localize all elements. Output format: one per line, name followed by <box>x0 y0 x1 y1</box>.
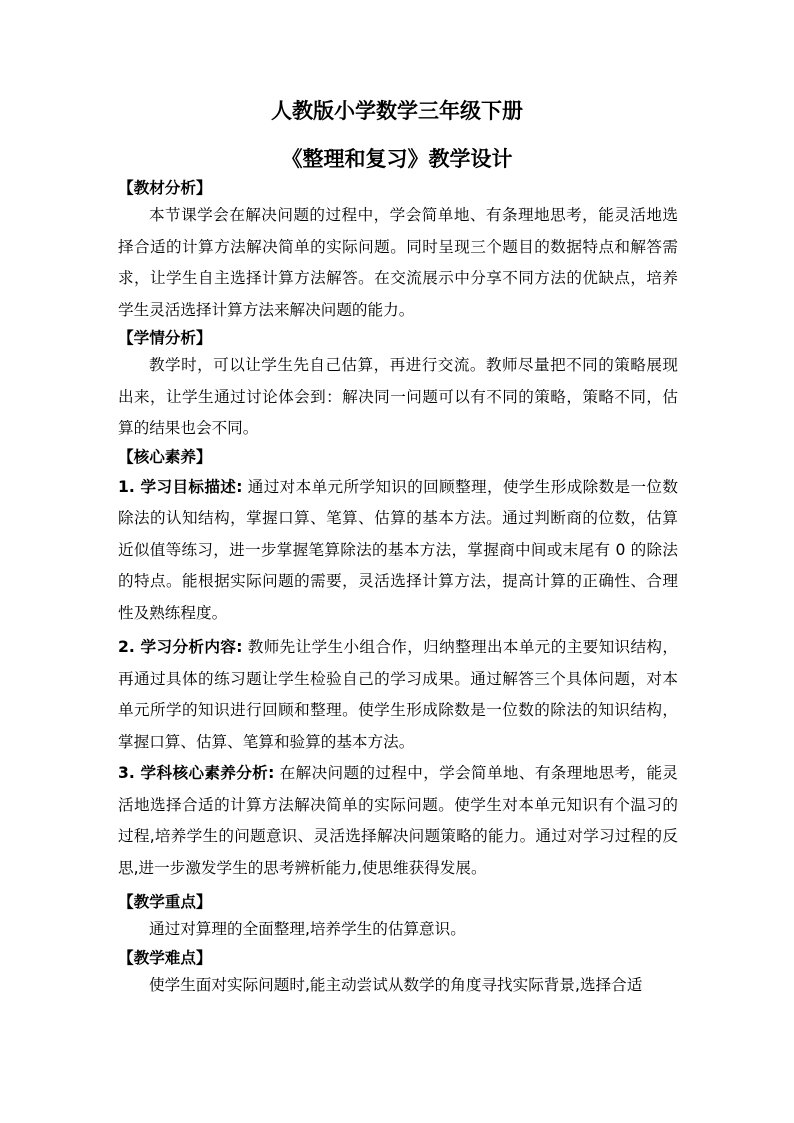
section-heading: 【教学难点】 <box>118 948 212 967</box>
item-lead: 3. 学科核心素养分析: <box>118 764 275 782</box>
section-core-literacy <box>118 445 678 885</box>
core-literacy-item-3 <box>118 758 678 884</box>
document-subtitle: 《整理和复习》教学设计 <box>281 147 513 171</box>
document-title: 人教版小学数学三年级下册 <box>271 99 523 123</box>
item-lead: 2. 学习分析内容: <box>118 638 243 656</box>
section-heading: 【学情分析】 <box>118 329 212 347</box>
section-difficulties <box>118 946 678 1002</box>
item-lead: 1. 学习目标描述: <box>118 477 243 496</box>
section-paragraph: 使学生面对实际问题时,能主动尝试从数学的角度寻找实际背景,选择合适 <box>149 975 643 994</box>
core-literacy-item-2 <box>118 632 678 758</box>
document-body <box>118 176 678 1001</box>
section-textbook-analysis <box>118 176 678 326</box>
section-paragraph: 本节课学会在解决问题的过程中，学会简单地、有条理地思考，能灵活地选择合适的计算方法解决简单的实际问题。同时呈现三个题目的数据特点和解答需求，让学生自主选择计算方法解答。在交流展示中分享不同方法的优缺点，培养学生灵活选择计算方法来解决问题的能力。 <box>118 206 678 319</box>
core-literacy-item-1 <box>118 472 678 630</box>
item-text: 在解决问题的过程中，学会简单地、有条理地思考，能灵活地选择合适的计算方法解决简单的实际问题。使学生对本单元知识有个温习的过程,培养学生的问题意识、灵活选择解决问题策略的能力。通过对学习过程的反思,进一步激发学生的思考辨析能力,使思维获得发展。 <box>118 764 678 877</box>
section-heading: 【核心素养】 <box>118 447 212 466</box>
section-paragraph: 教学时，可以让学生先自己估算，再进行交流。教师尽量把不同的策略展现出来，让学生通过讨论体会到：解决同一问题可以有不同的策略，策略不同，估算的结果也会不同。 <box>118 356 678 437</box>
section-heading: 【教材分析】 <box>118 179 212 197</box>
section-paragraph: 通过对算理的全面整理,培养学生的估算意识。 <box>149 920 466 938</box>
section-learner-analysis <box>118 326 678 445</box>
item-text: 教师先让学生小组合作，归纳整理出本单元的主要知识结构，再通过具体的练习题让学生检验自己的学习成果。通过解答三个具体问题，对本单元所学的知识进行回顾和整理。使学生形成除数是一位数的除法的知识结构，掌握口算、估算、笔算和验算的基本方法。 <box>118 638 678 751</box>
section-heading: 【教学重点】 <box>118 893 212 911</box>
section-key-points <box>118 890 678 946</box>
item-text: 通过对本单元所学知识的回顾整理，使学生形成除数是一位数除法的认知结构，掌握口算、笔算、估算的基本方法。通过判断商的位数，估算近似值等练习，进一步掌握笔算除法的基本方法，掌握商中间或末尾有 0 的除法的特点。能根据实际问题的需要，灵活选择计算方法，提高计算的正确性、合理性及熟练程度。 <box>118 477 678 622</box>
